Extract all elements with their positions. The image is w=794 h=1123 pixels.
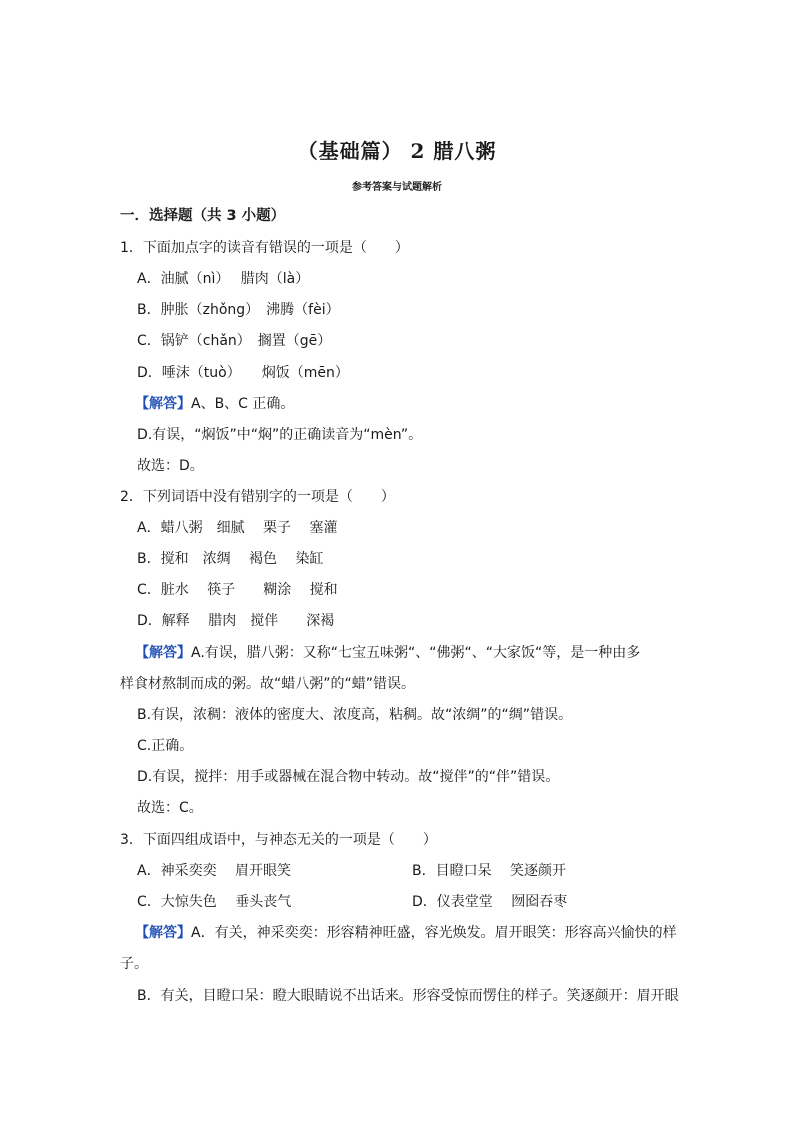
question-2-stem: 2．下列词语中没有错别字的一项是（ ） [120,489,395,505]
question-1-option-b: B．肿胀（zhǒng） 沸腾（fèi） [137,302,340,318]
question-3-option-c: C．大惊失色 垂头丧气 [137,894,292,910]
question-3-option-b: B．目瞪口呆 笑逐颜开 [412,863,567,879]
question-3-stem: 3．下面四组成语中，与神态无关的一项是（ ） [120,832,437,848]
question-3-option-d: D．仪表堂堂 囫囵吞枣 [412,894,568,910]
answer-text: A．有关，神采奕奕：形容精神旺盛，容光焕发。眉开眼笑：形容高兴愉快的样 [191,925,677,941]
question-1-stem: 1．下面加点字的读音有错误的一项是（ ） [120,240,409,256]
answer-text: A、B、C 正确。 [191,396,295,412]
question-1-choice: 故选：D。 [137,458,204,474]
question-2-explanation-d: D.有误，搅拌：用手或器械在混合物中转动。故“搅伴”的“伴”错误。 [137,769,560,785]
question-2-choice: 故选：C。 [137,800,203,816]
question-2-option-a: A．蜡八粥 细腻 栗子 塞灌 [137,520,338,536]
question-2-explanation-c: C.正确。 [137,738,194,754]
question-2-option-d: D．解释 腊肉 搅伴 深褐 [137,613,335,629]
question-2-option-b: B．搅和 浓绸 褐色 染缸 [137,551,324,567]
question-1-option-d: D．唾沫（tuò） 焖饭（mēn） [137,365,349,381]
question-1-option-a: A．油腻（nì） 腊肉（là） [137,271,310,287]
answer-tag: 【解答】 [135,925,191,941]
answer-text: A.有误，腊八粥：又称“七宝五味粥“、“佛粥“、“大家饭“等，是一种由多 [191,645,641,661]
answer-tag: 【解答】 [135,396,191,412]
question-3-answer-cont: 子。 [120,956,148,972]
question-2-option-c: C．脏水 筷子 糊涂 搅和 [137,582,338,598]
question-2-explanation-b: B.有误，浓稠：液体的密度大、浓度高，粘稠。故“浓绸”的“绸”错误。 [137,707,573,723]
question-2-answer-cont: 样食材熬制而成的粥。故“蜡八粥”的“蜡”错误。 [120,676,416,692]
question-1-option-c: C．锅铲（chǎn） 搁置（gē） [137,333,332,349]
question-1-answer [135,394,294,414]
question-3-answer [135,923,677,943]
page-subtitle: 参考答案与试题解析 [352,182,442,193]
question-3-option-a: A．神采奕奕 眉开眼笑 [137,863,292,879]
question-3-explanation-b: B．有关，目瞪口呆：瞪大眼睛说不出话来。形容受惊而愣住的样子。笑逐颜开：眉开眼 [137,988,679,1004]
question-2-answer [135,643,640,663]
page-title: （基础篇） 2 腊八粥 [297,139,497,163]
section-heading: 一．选择题（共 3 小题） [120,208,286,224]
answer-tag: 【解答】 [135,645,191,661]
question-1-explanation: D.有误，“焖饭”中“焖”的正确读音为“mèn”。 [137,427,423,443]
